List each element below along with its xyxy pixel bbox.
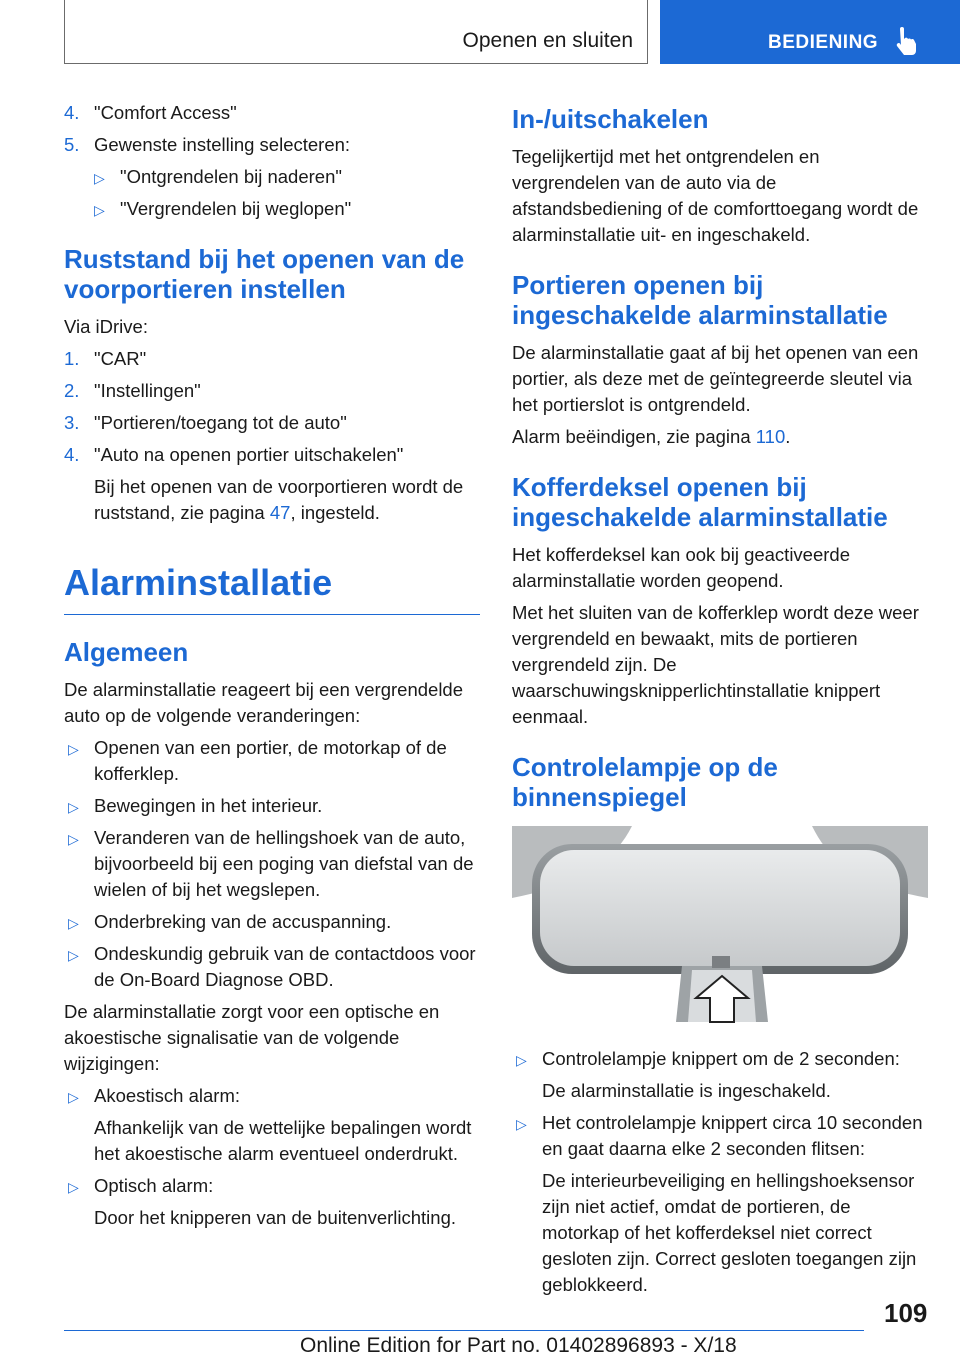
general-intro: De alarminstallatie reageert bij een vergrendelde auto op de volgende veranderingen: <box>64 679 464 726</box>
alarm-end-text: Alarm beëindigen, zie pagina 110. <box>512 426 791 447</box>
bullet-triangle-icon: ▷ <box>516 1116 527 1132</box>
rearview-mirror-image <box>512 826 928 1030</box>
signal-intro: De alarminstallatie zorgt voor een optische en akoestische signalisatie van de volgende wijzigingen: <box>64 1001 440 1074</box>
bullet-triangle-icon: ▷ <box>94 202 105 218</box>
page-number: 109 <box>884 1298 928 1328</box>
step-item: 3. "Portieren/toegang tot de auto" <box>64 412 347 433</box>
list-item: ▷ Optisch alarm: Door het knipperen van de buitenverlichting. <box>68 1175 457 1228</box>
list-item: ▷ Akoestisch alarm: Afhankelijk van de wettelijke bepalingen wordt het akoestische alarm eventueel onderdrukt. <box>68 1085 472 1164</box>
bullet-triangle-icon: ▷ <box>68 947 79 963</box>
bullet-triangle-icon: ▷ <box>68 799 79 815</box>
bullet-triangle-icon: ▷ <box>68 1089 79 1105</box>
footer-edition: Online Edition for Part no. 01402896893 - X/18 <box>300 1334 737 1357</box>
main-heading: Alarminstallatie <box>64 562 480 615</box>
sub-bullet-item: ▷ "Vergrendelen bij weglopen" <box>64 196 480 222</box>
bullet-triangle-icon: ▷ <box>516 1052 527 1068</box>
step-continuation: Bij het openen van de voorportieren wordt de ruststand, zie pagina 47, ingesteld. <box>94 476 464 523</box>
header-chapter-title: BEDIENING <box>768 32 879 53</box>
list-item: ▷ Onderbreking van de accuspanning. <box>64 909 480 935</box>
trunk-text-2: Met het sluiten van de kofferklep wordt deze weer vergrendeld en bewaakt, mits de portieren vergrendeld zijn. De waarschuwingsknipperlichtinstallatie knippert eenmaal. <box>512 602 919 727</box>
step-item: 1. "CAR" <box>64 348 147 369</box>
via-idrive-text: Via iDrive: <box>64 316 148 337</box>
list-item: ▷ Ondeskundig gebruik van de contactdoos voor de On-Board Diagnose OBD. <box>68 943 476 990</box>
section-heading-trunk: Kofferdeksel openen bij ingeschakelde alarminstallatie <box>512 472 888 532</box>
header-section-title: Openen en sluiten <box>462 29 633 52</box>
section-heading-doors: Portieren openen bij ingeschakelde alarminstallatie <box>512 270 888 330</box>
list-item: ▷ Openen van een portier, de motorkap of de kofferklep. <box>68 737 447 784</box>
sub-bullet-item: ▷ "Ontgrendelen bij naderen" <box>64 164 480 190</box>
footer-divider <box>64 1330 864 1331</box>
bullet-triangle-icon: ▷ <box>68 741 79 757</box>
section-heading-lamp: Controlelampje op de binnenspiegel <box>512 752 778 812</box>
bullet-triangle-icon: ▷ <box>94 170 105 186</box>
step-item: 2. "Instellingen" <box>64 380 201 401</box>
bullet-triangle-icon: ▷ <box>68 831 79 847</box>
header-section-box <box>64 0 648 64</box>
toggle-text: Tegelijkertijd met het ontgrendelen en vergrendelen van de auto via de afstandsbediening of de comforttoegang wordt de alarminstallatie uit- en ingeschakeld. <box>512 146 919 245</box>
step-item: 5. Gewenste instelling selecteren: <box>64 134 351 155</box>
left-column <box>64 100 480 1237</box>
list-item: ▷ Het controlelampje knippert circa 10 seconden en gaat daarna elke 2 seconden flitsen: De interieurbeveiliging en hellingshoeksensor zijn niet actief, omdat de portieren, de motorkap of het kofferdeksel niet correct gesloten zijn. Correct gesloten toegangen zijn geblokkeerd. <box>516 1112 923 1295</box>
section-heading-rest: Ruststand bij het openen van de voorportieren instellen <box>64 244 465 304</box>
section-heading-general: Algemeen <box>64 637 189 667</box>
bullet-triangle-icon: ▷ <box>68 1179 79 1195</box>
page-link[interactable]: 47 <box>269 502 291 523</box>
hand-pointer-icon <box>894 26 920 56</box>
list-item: ▷ Bewegingen in het interieur. <box>64 793 480 819</box>
trunk-text-1: Het kofferdeksel kan ook bij geactiveerde alarminstallatie worden geopend. <box>512 544 850 591</box>
step-item: 4. "Auto na openen portier uitschakelen" <box>64 444 404 465</box>
right-column <box>512 100 928 1304</box>
list-item: ▷ Veranderen van de hellingshoek van de auto, bijvoorbeeld bij een poging van diefstal van de wielen of bij het wegslepen. <box>68 827 474 900</box>
section-heading-toggle: In-/uitschakelen <box>512 104 709 134</box>
page-link[interactable]: 110 <box>755 426 786 447</box>
doors-text: De alarminstallatie gaat af bij het openen van een portier, als deze met de geïntegreerde sleutel via het portierslot is ontgrendeld. <box>512 342 919 415</box>
list-item: ▷ Controlelampje knippert om de 2 seconden: De alarminstallatie is ingeschakeld. <box>516 1048 900 1101</box>
bullet-triangle-icon: ▷ <box>68 915 79 931</box>
step-item: 4. "Comfort Access" <box>64 102 237 123</box>
